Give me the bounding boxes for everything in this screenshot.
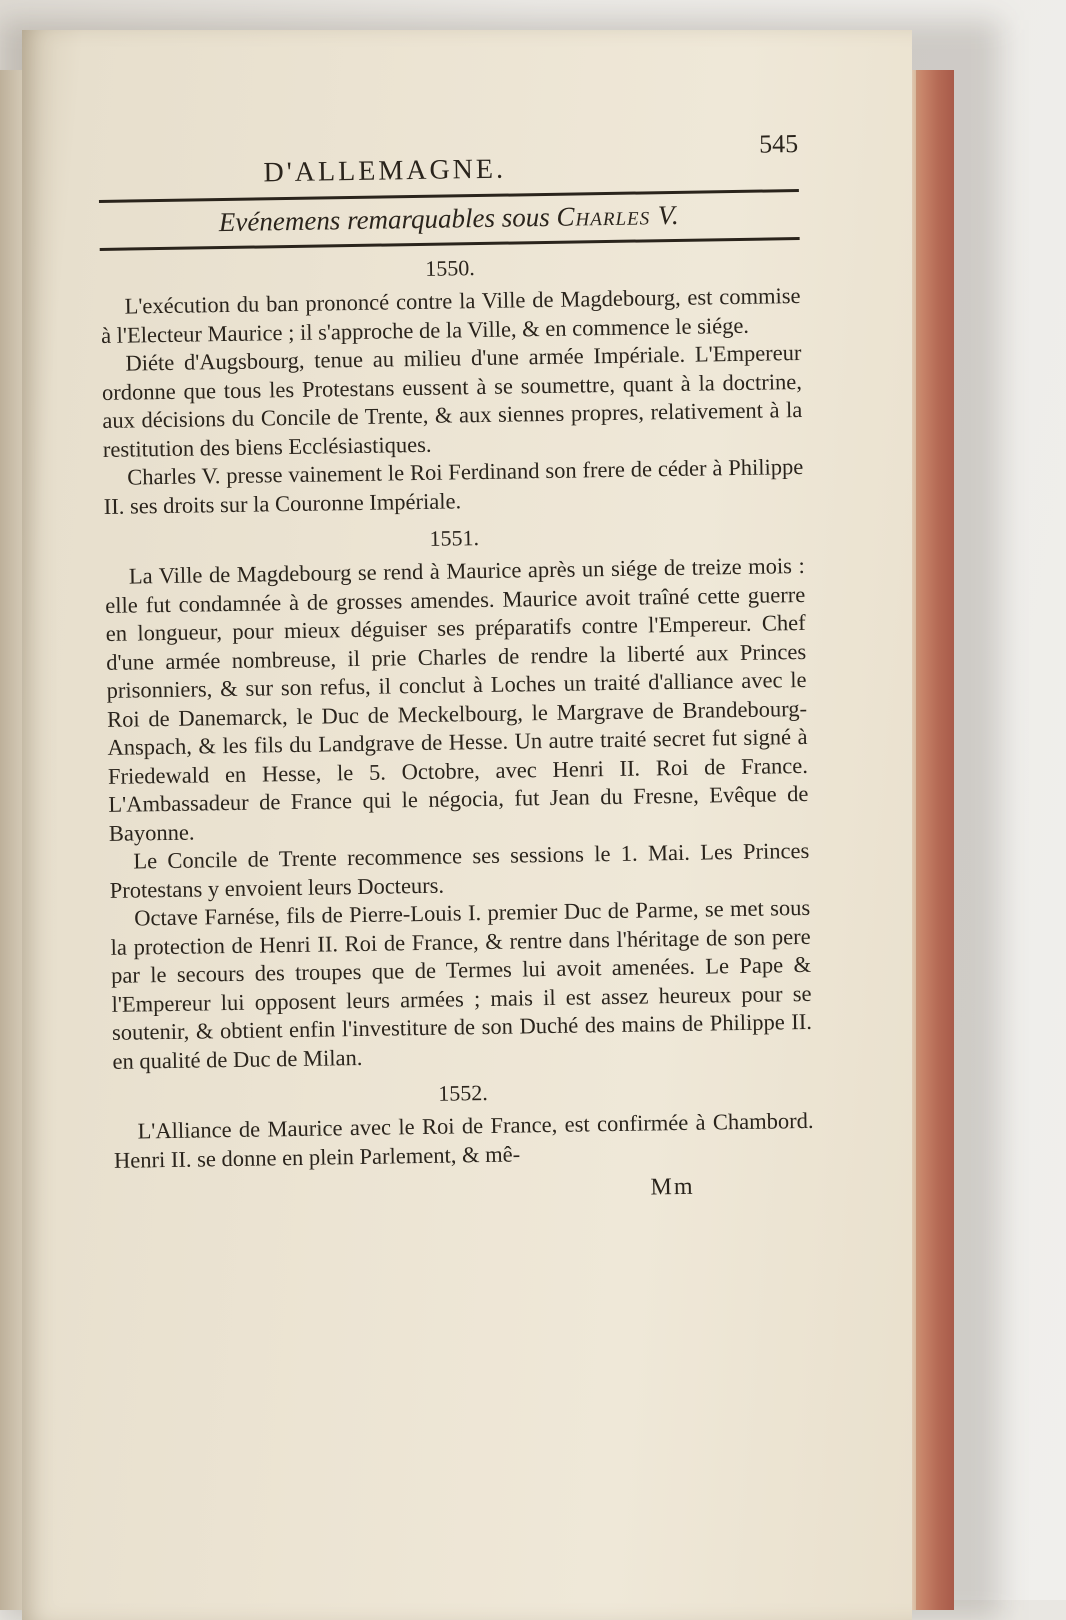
paragraph: La Ville de Magdebourg se rend à Maurice après un siége de treize mois : elle fut condamnée à de grosses amendes. Maurice avoit traîné cette guerre en longueur, pour mieux déguiser ses préparatifs contre l'Empereur. Chef d'une armée nombreuse, il prie Charles de rendre la liberté aux Princes prisonniers, & sur son refus, il conclut à Loches un traité d'alliance avec le Roi de Danemarck, le Duc de Meckelbourg, le Margrave de Brandebourg-Anspach, & les fils du Landgrave de Hesse. Un autre traité secret fut signé à Friedewald en Hesse, le 5. Octobre, avec Henri II. Roi de France. L'Ambassadeur de France qui le négocia, fut Jean du Fresne, Evêque de Bayonne.: [105, 552, 809, 846]
page-number: 545: [758, 129, 799, 159]
paragraph: L'Alliance de Maurice avec le Roi de France, est confirmée à Chambord. Henri II. se donne en plein Parlement, & mê-: [113, 1107, 814, 1173]
paragraph: L'exécution du ban prononcé contre la Ville de Magdebourg, est commise à l'Electeur Maurice ; il s'approche de la Ville, & en commence le siége.: [100, 282, 801, 348]
running-head-title: D'ALLEMAGNE.: [263, 153, 507, 189]
red-page-edge: [908, 70, 954, 1610]
paragraph: Charles V. presse vainement le Roi Ferdinand son frere de céder à Philippe II. ses droits sur la Couronne Impériale.: [103, 453, 804, 519]
running-head: [98, 129, 799, 200]
paragraph: Le Concile de Trente recommence ses sessions le 1. Mai. Les Princes Protestans y envoient leurs Docteurs.: [109, 837, 810, 903]
entry-1552: [113, 1075, 814, 1175]
section-title-caps: Charles V.: [556, 199, 680, 232]
paragraph: Diéte d'Augsbourg, tenue au milieu d'une armée Impériale. L'Empereur ordonne que tous les Protestans eussent à se soumettre, quant à la doctrine, aux décisions du Concile de Trente, & aux siennes propres, relativement à la restitution des biens Ecclésiastiques.: [101, 339, 803, 462]
entry-1550: [100, 250, 804, 521]
entry-1551: [104, 520, 812, 1076]
section-title-italic: Evénemens remarquables sous: [218, 201, 557, 238]
book-page: [22, 30, 912, 1620]
year-heading: 1550.: [425, 255, 475, 281]
year-heading: 1551.: [429, 525, 480, 551]
paragraph: Octave Farnése, fils de Pierre-Louis I. premier Duc de Parme, se met sous la protection de Henri II. Roi de France, & rentre dans l'héritage de son pere par le secours des troupes que de Termes lui avoit amenées. Le Pape & l'Empereur lui opposent leurs armées ; mais il est assez heureux pour se soutenir, & obtient enfin l'investiture de son Duché des mains de Philippe II. en qualité de Duc de Milan.: [110, 894, 813, 1074]
year-heading: 1552.: [438, 1079, 488, 1106]
page-content: [98, 129, 815, 1210]
signature-mark: Mm: [650, 1173, 695, 1201]
